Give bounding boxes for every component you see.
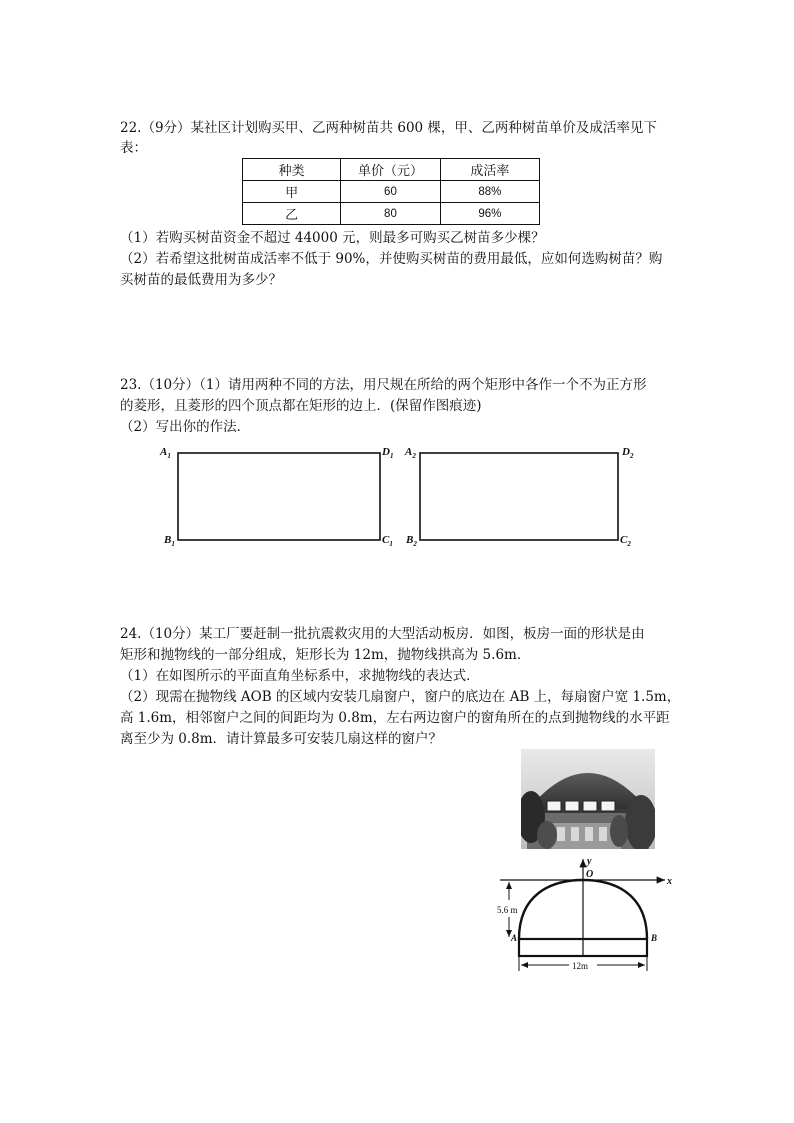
- price-table: [242, 158, 540, 225]
- origin-label: O: [586, 869, 594, 880]
- table-row: [243, 181, 540, 203]
- rect1-label-bl: $B_1$: [164, 534, 175, 548]
- table-cell: 96%: [440, 203, 539, 225]
- q22-part2-line2: 买树苗的最低费用为多少？: [120, 272, 282, 288]
- q24-line1: 24.（10分）某工厂要赶制一批抗震救灾用的大型活动板房．如图，板房一面的形状是由: [120, 626, 645, 642]
- building-photo: [521, 749, 655, 849]
- table-cell: 80: [341, 203, 440, 225]
- q24-line3: （1）在如图所示的平面直角坐标系中，求抛物线的表达式．: [120, 668, 480, 684]
- q23-line1: 23.（10分）（1）请用两种不同的方法，用尺规在所给的两个矩形中各作一个不为正方形: [120, 377, 647, 393]
- q22-intro-line1: 22.（9分）某社区计划购买甲、乙两种树苗共 600 棵，甲、乙两种树苗单价及成活率见下: [120, 120, 657, 136]
- table-header-cell: 种类: [243, 159, 341, 181]
- x-axis-label: x: [667, 876, 672, 887]
- point-a-label: A: [511, 933, 518, 943]
- width-label: 12m: [572, 961, 589, 971]
- point-b-label: B: [651, 933, 658, 943]
- table-cell: 88%: [440, 181, 539, 203]
- table-header-cell: 单价（元）: [341, 159, 440, 181]
- rect2-label-tl: $A_2$: [405, 446, 416, 460]
- q24-line4: （2）现需在抛物线 AOB 的区域内安装几扇窗户，窗户的底边在 AB 上，每扇窗户宽 1.5m，: [120, 689, 681, 705]
- parabola-diagram: [495, 855, 680, 980]
- rect1-label-tl: $A_1$: [160, 446, 171, 460]
- rect2-label-bl: $B_2$: [406, 534, 417, 548]
- q23-line2: 的菱形，且菱形的四个顶点都在矩形的边上．(保留作图痕迹): [120, 398, 482, 414]
- q22-part1: （1）若购买树苗资金不超过 44000 元，则最多可购买乙树苗多少棵？: [120, 230, 545, 246]
- q22-intro-line2: 表：: [120, 140, 147, 156]
- table-cell: 60: [341, 181, 440, 203]
- q22-part2-line1: （2）若希望这批树苗成活率不低于 90%，并使购买树苗的费用最低，应如何选购树苗？购: [120, 251, 663, 267]
- table-cell: 甲: [243, 181, 341, 203]
- rectangle-2: [420, 453, 618, 540]
- q23-line3: （2）写出你的作法．: [120, 419, 251, 435]
- rect2-label-tr: $D_2$: [622, 446, 634, 460]
- q24-line6: 离至少为 0.8m．请计算最多可安装几扇这样的窗户？: [120, 731, 443, 747]
- height-label: 5.6 m: [497, 905, 518, 915]
- rectangles-diagram: [150, 440, 650, 555]
- table-header-cell: 成活率: [440, 159, 539, 181]
- y-axis-label: y: [587, 856, 592, 867]
- rectangle-1: [178, 453, 380, 540]
- table-cell: 乙: [243, 203, 341, 225]
- table-row: [243, 203, 540, 225]
- rect2-label-br: $C_2$: [620, 534, 631, 548]
- q24-line5: 高 1.6m，相邻窗户之间的间距均为 0.8m，左右两边窗户的窗角所在的点到抛物线的水平距: [120, 710, 670, 726]
- q24-line2: 矩形和抛物线的一部分组成，矩形长为 12m，抛物线拱高为 5.6m．: [120, 647, 531, 663]
- rect1-label-tr: $D_1$: [382, 446, 394, 460]
- rect1-label-br: $C_1$: [382, 534, 393, 548]
- table-header-row: [243, 159, 540, 181]
